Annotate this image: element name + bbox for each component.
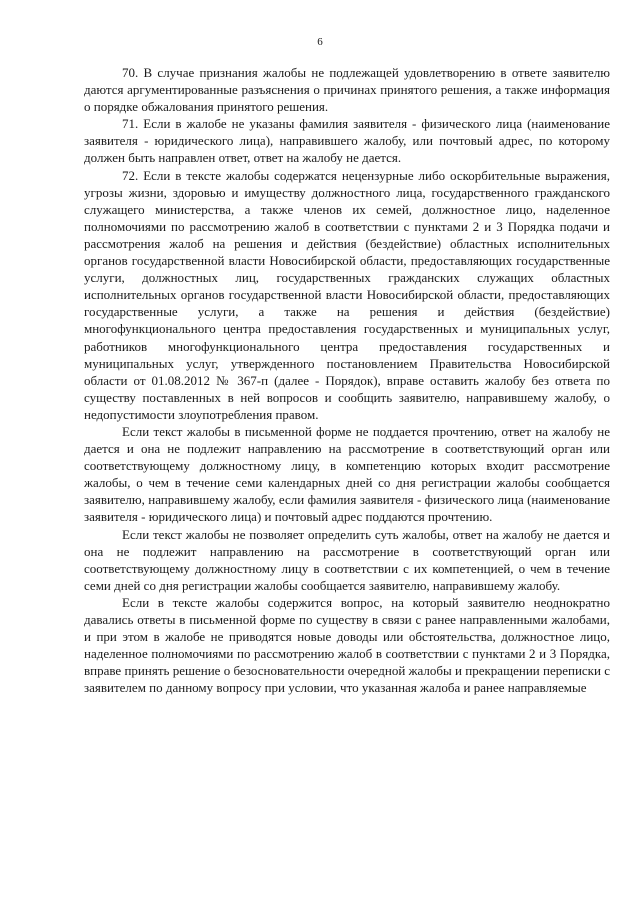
document-body (84, 64, 610, 696)
paragraph-71: 71. Если в жалобе не указаны фамилия заявителя - физического лица (наименование заявителя - юридического лица), направившего жалобу, или почтовый адрес, по которому должен быть направлен ответ, ответ на жалобу не дается. (84, 116, 610, 166)
paragraph-undefined-essence: Если текст жалобы не позволяет определить суть жалобы, ответ на жалобу не дается и она не подлежит направлению на рассмотрение в соответствующий орган или соответствующему должностному лицу в соответствии с их компетенцией, о чем в течение семи дней со дня регистрации жалобы сообщается заявителю, направившему жалобу. (84, 526, 610, 593)
paragraph-repeated-question: Если в тексте жалобы содержится вопрос, на который заявителю неоднократно давались ответы в письменной форме по существу в связи с ранее направленными жалобами, и при этом в жалобе не приводятся новые доводы или обстоятельства, должностное лицо, наделенное полномочиями по рассмотрению жалоб в соответствии с пунктами 2 и 3 Порядка, вправе принять решение о безосновательности очередной жалобы и прекращении переписки с заявителем по данному вопросу при условии, что указанная жалоба и ранее направляемые (84, 594, 610, 696)
paragraph-70: 70. В случае признания жалобы не подлежащей удовлетворению в ответе заявителю даются аргументированные разъяснения о причинах принятого решения, а также информация о порядке обжалования принятого решения. (84, 65, 610, 115)
paragraph-72: 72. Если в тексте жалобы содержатся нецензурные либо оскорбительные выражения, угрозы жизни, здоровью и имуществу должностного лица, государственного гражданского служащего министерства, а также членов их семей, должностное лицо, наделенное полномочиями по рассмотрению жалоб в соответствии с пунктами 2 и 3 Порядка подачи и рассмотрения жалоб на решения и действия (бездействие) областных исполнительных органов государственной власти Новосибирской области, предоставляющих государственные услуги, должностных лиц, государственных гражданских служащих областных исполнительных органов государственной власти Новосибирской области, предоставляющих государственные услуги, а также на решения и действия (бездействие) многофункционального центра предоставления государственных и муниципальных услуг, работников многофункционального центра предоставления государственных и муниципальных услуг, утвержденного постановлением Правительства Новосибирской области от 01.08.2012 № 367-п (далее - Порядок), вправе оставить жалобу без ответа по существу поставленных в ней вопросов и сообщить заявителю, направившему жалобу, о недопустимости злоупотребления правом. (84, 167, 610, 422)
paragraph-unreadable-complaint: Если текст жалобы в письменной форме не поддается прочтению, ответ на жалобу не дается и она не подлежит направлению на рассмотрение в соответствующий орган или соответствующему должностному лицу, в компетенцию которых входит рассмотрение жалобы, о чем в течение семи календарных дней со дня регистрации жалобы сообщается заявителю, направившему жалобу, если фамилия заявителя - физического лица (наименование заявителя - юридического лица) и почтовый адрес поддаются прочтению. (84, 423, 610, 525)
page-number: 6 (317, 36, 323, 48)
